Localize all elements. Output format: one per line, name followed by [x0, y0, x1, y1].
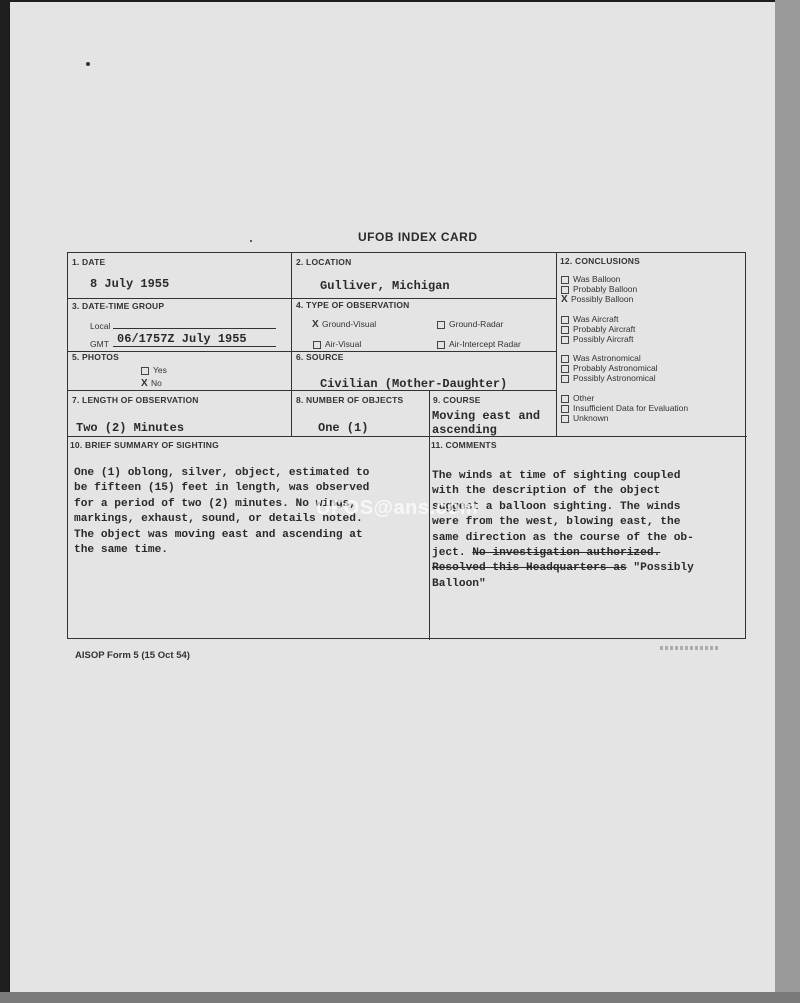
ground-radar-option: Ground-Radar — [437, 319, 503, 329]
scan-edge-right — [775, 0, 800, 1003]
conclusion-unknown: Unknown — [561, 413, 608, 423]
watermark: UFOS@ans.com — [316, 497, 479, 519]
photos-no-option: X No — [141, 378, 162, 390]
struck-resolved-line: Resolved this Headquarters as — [432, 562, 627, 575]
air-visual-checkbox — [313, 341, 321, 349]
conclusion-was-astronomical: Was Astronomical — [561, 353, 641, 363]
course-value-line1: Moving east and — [432, 409, 541, 423]
struck-no-investigation: No investigation authorized. — [472, 547, 661, 560]
air-intercept-radar-checkbox — [437, 341, 445, 349]
comments-text: The winds at time of sighting coupled with the description of the object suggest a balloon sighting. The winds were from the west, blowing east, the same direction as the course of the ob- ject. No investigation authorized. Resolved this Headquarters as "Possibly Balloon" — [432, 470, 694, 590]
possibly-balloon-checkmark: X — [561, 293, 568, 305]
location-value: Gulliver, Michigan — [320, 279, 450, 293]
conclusion-possibly-astronomical: Possibly Astronomical — [561, 373, 656, 383]
conclusions-label: 12. CONCLUSIONS — [560, 256, 640, 266]
num-objects-label: 8. NUMBER OF OBJECTS — [296, 395, 404, 405]
length-value: Two (2) Minutes — [76, 421, 185, 435]
ground-visual-option: X Ground-Visual — [312, 319, 377, 331]
dtg-gmt-label: GMT — [90, 339, 109, 349]
dtg-gmt-value: 06/1757Z July 1955 — [117, 332, 247, 346]
source-label: 6. SOURCE — [296, 352, 344, 362]
scan-speck — [86, 62, 90, 66]
conclusion-insufficient-data: Insufficient Data for Evaluation — [561, 403, 688, 413]
length-label: 7. LENGTH OF OBSERVATION — [72, 395, 199, 405]
conclusion-possibly-balloon: X Possibly Balloon — [561, 293, 634, 305]
air-intercept-radar-option: Air-Intercept Radar — [437, 339, 521, 349]
photos-yes-option: Yes — [141, 365, 167, 375]
comments-label: 11. COMMENTS — [431, 440, 497, 450]
printer-mark — [660, 646, 720, 650]
conclusion-possibly-aircraft: Possibly Aircraft — [561, 334, 633, 344]
dtg-label: 3. DATE-TIME GROUP — [72, 301, 165, 311]
ground-radar-checkbox — [437, 321, 445, 329]
course-label: 9. COURSE — [433, 395, 481, 405]
source-value: Civilian (Mother-Daughter) — [320, 377, 508, 391]
num-objects-value: One (1) — [318, 421, 369, 435]
air-visual-option: Air-Visual — [313, 339, 361, 349]
ground-visual-checkmark: X — [312, 319, 319, 331]
summary-text: One (1) oblong, silver, object, estimated to be fifteen (15) feet in length, was observed for a period of two (2) minutes. No wings, markings, exhaust, sound, or details noted. The object was moving east and ascending at the same time. — [74, 467, 370, 557]
scan-speck — [250, 240, 252, 242]
dtg-local-line — [113, 328, 276, 329]
type-obs-label: 4. TYPE OF OBSERVATION — [296, 300, 410, 310]
conclusion-other: Other — [561, 393, 594, 403]
photos-label: 5. PHOTOS — [72, 352, 119, 362]
conclusion-was-balloon: Was Balloon — [561, 274, 620, 284]
date-value: 8 July 1955 — [90, 277, 170, 291]
dtg-gmt-line — [113, 346, 276, 347]
conclusion-was-aircraft: Was Aircraft — [561, 314, 619, 324]
location-label: 2. LOCATION — [296, 257, 352, 267]
summary-label: 10. BRIEF SUMMARY OF SIGHTING — [70, 440, 219, 450]
course-value-line2: ascending — [432, 423, 497, 437]
photos-yes-checkbox — [141, 367, 149, 375]
photos-no-checkmark: X — [141, 378, 148, 390]
dtg-local-label: Local — [90, 321, 111, 331]
scan-edge-bottom — [0, 992, 800, 1003]
conclusion-probably-astronomical: Probably Astronomical — [561, 363, 658, 373]
conclusion-probably-balloon: Probably Balloon — [561, 284, 637, 294]
date-label: 1. DATE — [72, 257, 106, 267]
card-title: UFOB INDEX CARD — [358, 230, 478, 244]
form-footer: AISOP Form 5 (15 Oct 54) — [75, 650, 190, 661]
conclusion-probably-aircraft: Probably Aircraft — [561, 324, 635, 334]
